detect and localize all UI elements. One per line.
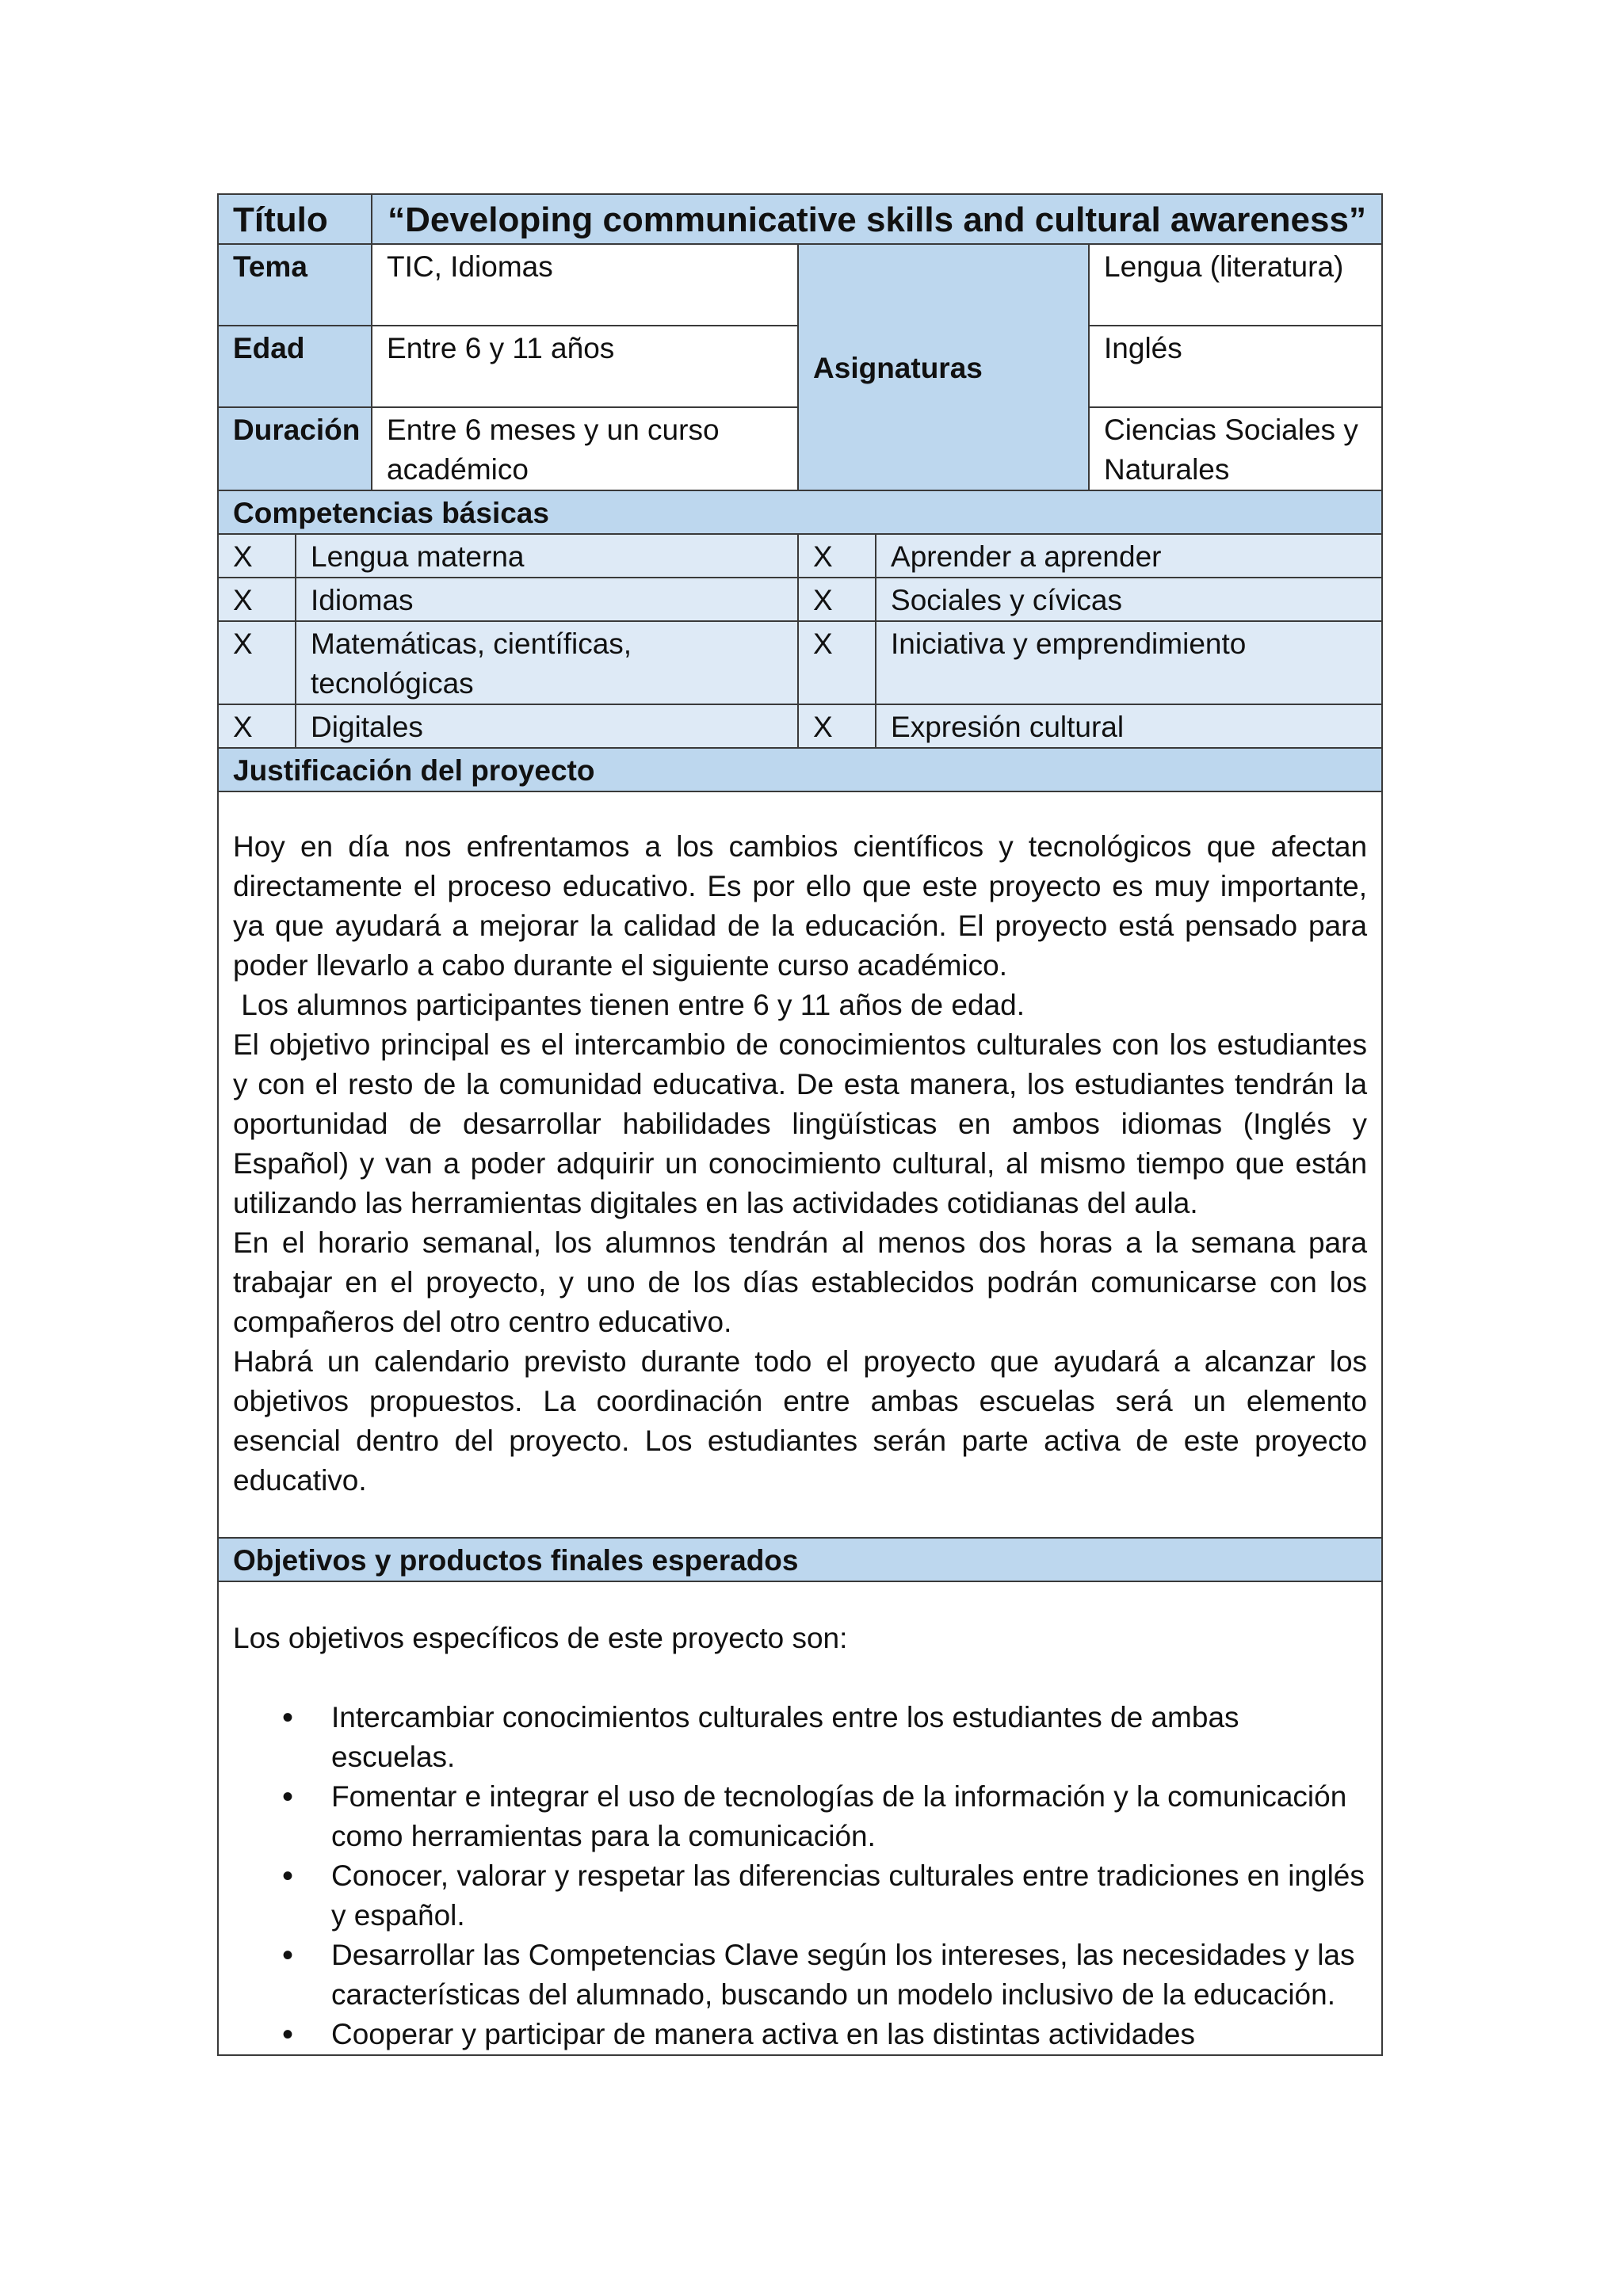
- competencia-label: Expresión cultural: [876, 704, 1382, 748]
- objetivos-heading: Objetivos y productos finales esperados: [218, 1538, 1382, 1581]
- competencia-row: [218, 704, 1382, 748]
- list-item: • Cooperar y participar de manera activa en las distintas actividades: [233, 2015, 1367, 2054]
- check-mark: X: [798, 534, 876, 578]
- title-row: [218, 194, 1382, 244]
- competencia-label: Iniciativa y emprendimiento: [876, 621, 1382, 704]
- competencias-header-row: [218, 490, 1382, 534]
- list-item: • Fomentar e integrar el uso de tecnologías de la información y la comunicación como herramientas para la comunicación.: [233, 1777, 1367, 1856]
- competencia-row: [218, 621, 1382, 704]
- duracion-label: Duración: [218, 407, 372, 490]
- competencia-label: Matemáticas, científicas, tecnológicas: [296, 621, 798, 704]
- competencia-label: Sociales y cívicas: [876, 578, 1382, 621]
- project-table: [217, 193, 1383, 2056]
- check-mark: X: [218, 621, 296, 704]
- duracion-value: Entre 6 meses y un curso académico: [372, 407, 798, 490]
- paragraph: Los alumnos participantes tienen entre 6 y 11 años de edad.: [233, 989, 1025, 1021]
- competencia-row: [218, 534, 1382, 578]
- list-item: • Desarrollar las Competencias Clave según los intereses, las necesidades y las características del alumnado, buscando un modelo inclusivo de la educación.: [233, 1936, 1367, 2015]
- objetivos-intro: Los objetivos específicos de este proyecto son:: [233, 1622, 848, 1654]
- justificacion-body-row: [218, 791, 1382, 1538]
- check-mark: X: [218, 534, 296, 578]
- objetivos-body-row: [218, 1581, 1382, 2055]
- titulo-label: Título: [218, 194, 372, 244]
- competencia-label: Lengua materna: [296, 534, 798, 578]
- check-mark: X: [218, 578, 296, 621]
- competencias-heading: Competencias básicas: [218, 490, 1382, 534]
- project-title: “Developing communicative skills and cultural awareness”: [372, 194, 1382, 244]
- objetivos-header-row: [218, 1538, 1382, 1581]
- asignatura-1: Lengua (literatura): [1089, 244, 1382, 326]
- tema-value: TIC, Idiomas: [372, 244, 798, 326]
- asignatura-3: Ciencias Sociales y Naturales: [1089, 407, 1382, 490]
- objetivos-list: [233, 1698, 1367, 2054]
- list-item: • Conocer, valorar y respetar las diferencias culturales entre tradiciones en inglés y español.: [233, 1856, 1367, 1936]
- edad-label: Edad: [218, 326, 372, 407]
- paragraph: Hoy en día nos enfrentamos a los cambios científicos y tecnológicos que afectan directamente el proceso educativo. Es por ello que este proyecto es muy importante, ya que ayudará a mejorar la calidad de la educación. El proyecto está pensado para poder llevarlo a cabo durante el siguiente curso académico.: [233, 830, 1368, 982]
- asignatura-2: Inglés: [1089, 326, 1382, 407]
- tema-label: Tema: [218, 244, 372, 326]
- paragraph: El objetivo principal es el intercambio de conocimientos culturales con los estudiantes y con el resto de la comunidad educativa. De esta manera, los estudiantes tendrán la oportunidad de desarrollar habilidades lingüísticas en ambos idiomas (Inglés y Español) y van a poder adquirir un conocimiento cultural, al mismo tiempo que están utilizando las herramientas digitales en las actividades cotidianas del aula.: [233, 1028, 1368, 1219]
- competencia-label: Digitales: [296, 704, 798, 748]
- asignaturas-label: Asignaturas: [798, 244, 1089, 490]
- check-mark: X: [218, 704, 296, 748]
- objetivos-body: [218, 1581, 1382, 2055]
- project-sheet: [217, 193, 1381, 2056]
- paragraph: En el horario semanal, los alumnos tendrán al menos dos horas a la semana para trabajar en el proyecto, y uno de los días establecidos podrán comunicarse con los compañeros del otro centro educativo.: [233, 1226, 1368, 1338]
- justificacion-body: [218, 791, 1382, 1538]
- competencia-label: Idiomas: [296, 578, 798, 621]
- justificacion-header-row: [218, 748, 1382, 791]
- competencia-label: Aprender a aprender: [876, 534, 1382, 578]
- check-mark: X: [798, 621, 876, 704]
- tema-row: [218, 244, 1382, 326]
- paragraph: Habrá un calendario previsto durante todo el proyecto que ayudará a alcanzar los objetivos propuestos. La coordinación entre ambas escuelas será un elemento esencial dentro del proyecto. Los estudiantes serán parte activa de este proyecto educativo.: [233, 1345, 1368, 1497]
- list-item: • Intercambiar conocimientos culturales entre los estudiantes de ambas escuelas.: [233, 1698, 1367, 1777]
- justificacion-heading: Justificación del proyecto: [218, 748, 1382, 791]
- check-mark: X: [798, 578, 876, 621]
- competencia-row: [218, 578, 1382, 621]
- check-mark: X: [798, 704, 876, 748]
- edad-value: Entre 6 y 11 años: [372, 326, 798, 407]
